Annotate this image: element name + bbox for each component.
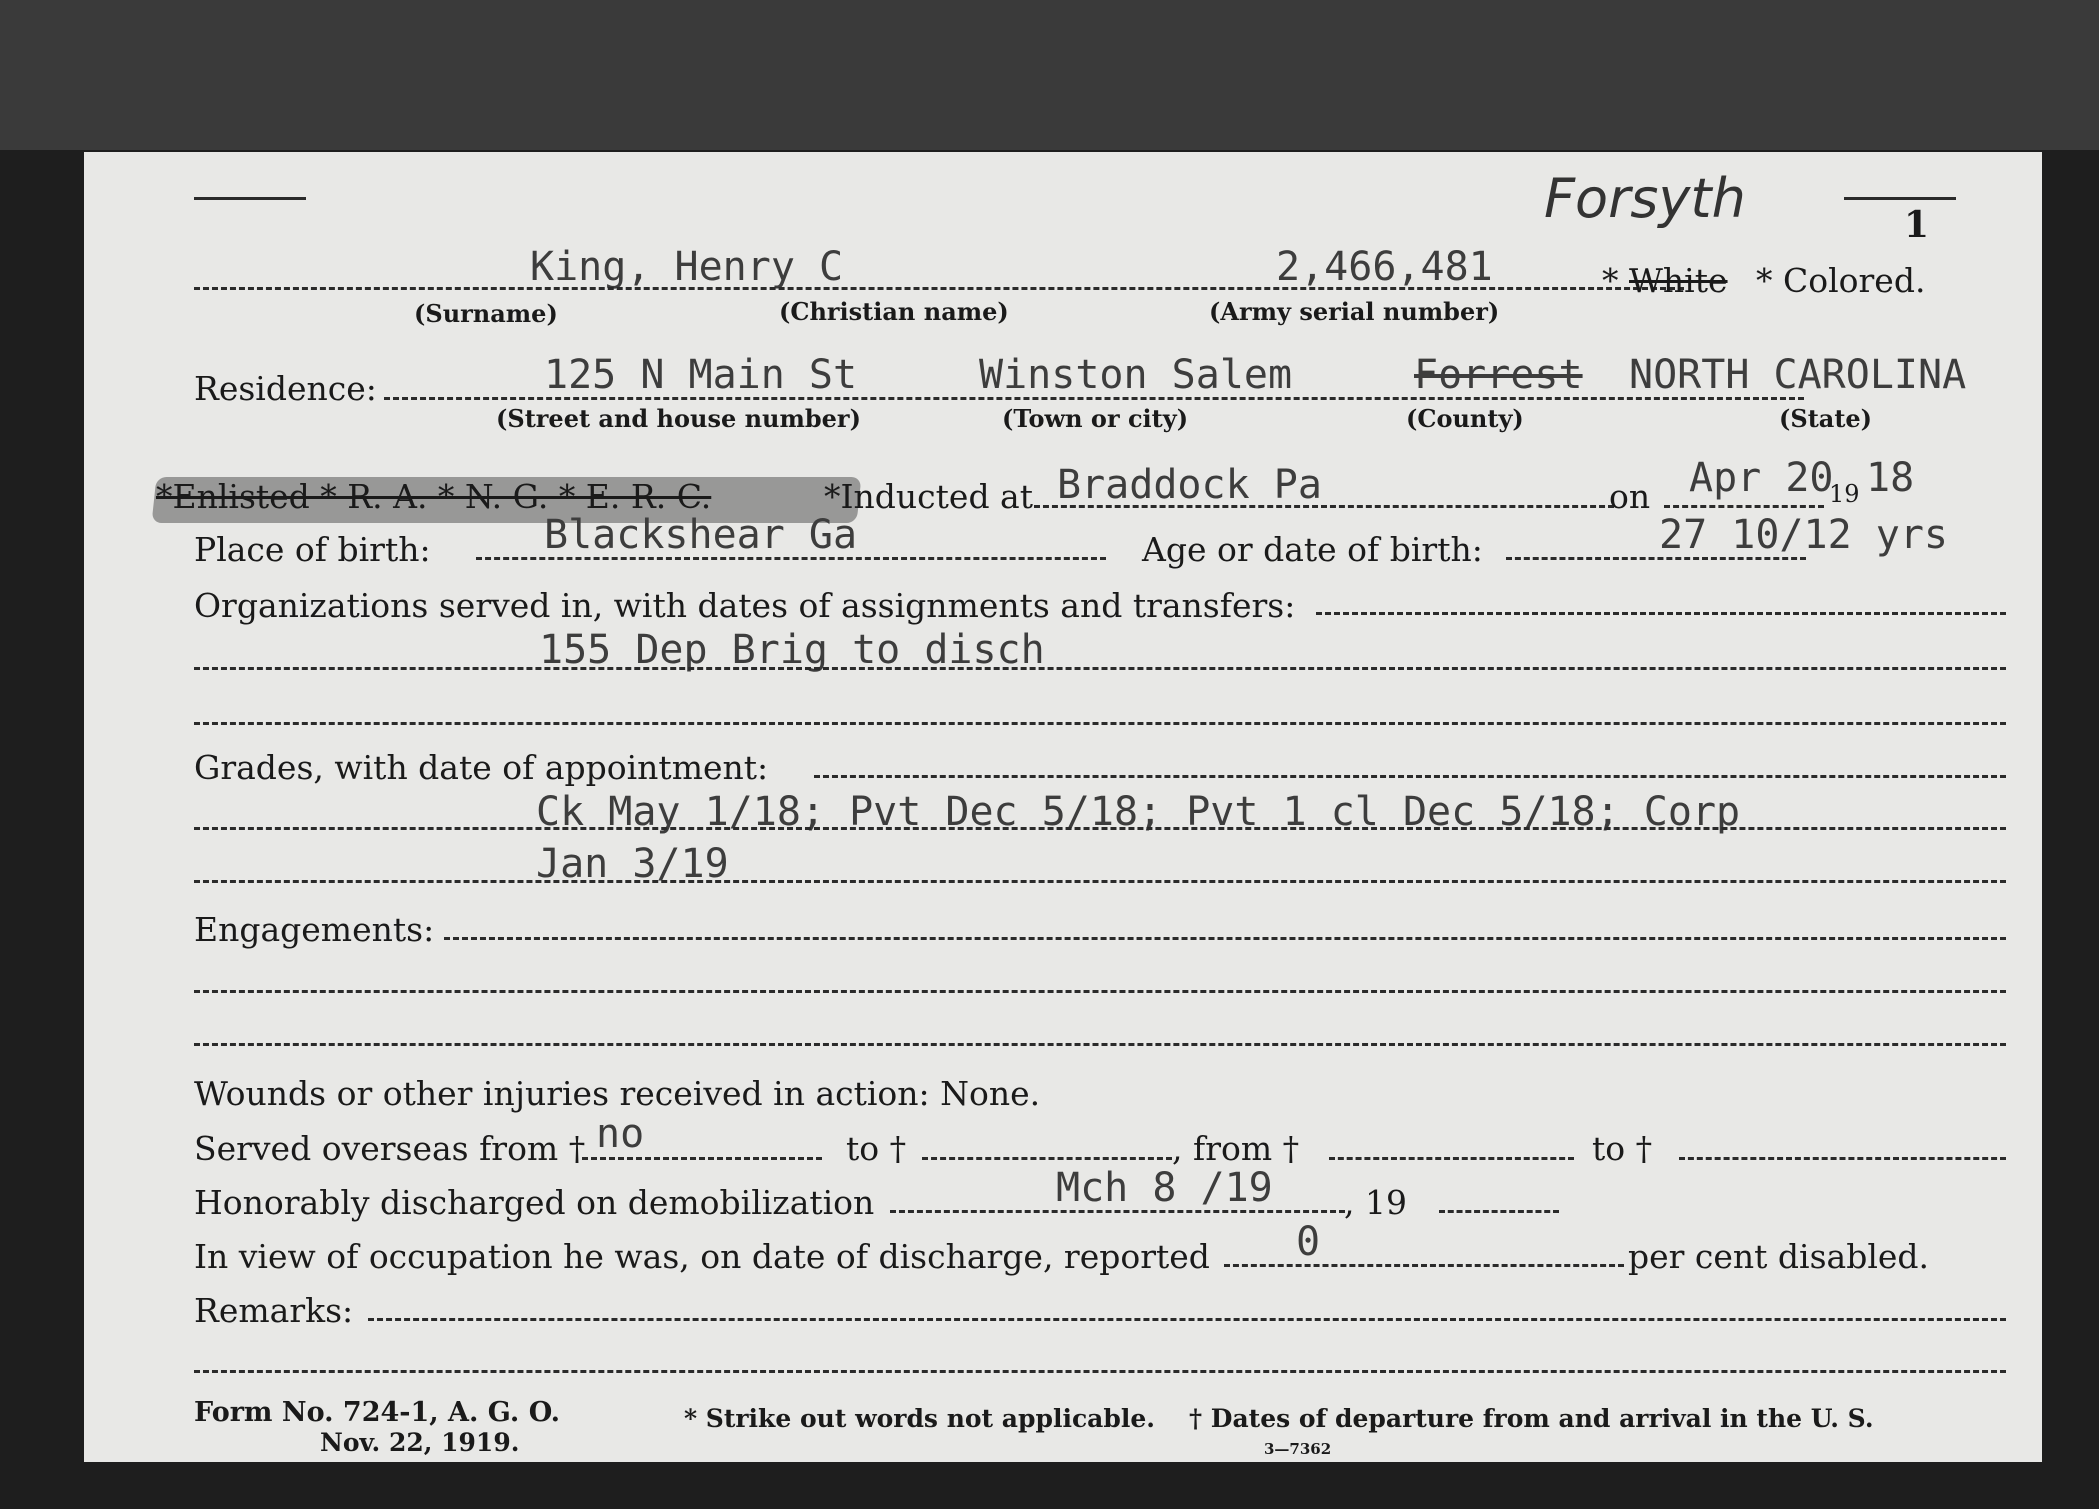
organizations-line-2 <box>194 667 2006 670</box>
discharge-date-value: Mch 8 /19 <box>1056 1165 1273 1211</box>
grades-value-line-2: Jan 3/19 <box>536 841 729 887</box>
disability-line <box>1224 1264 1624 1267</box>
overseas-to-label-2: to † <box>1592 1129 1653 1168</box>
grades-line-2 <box>194 827 2006 830</box>
engagements-line-3 <box>194 1043 2006 1046</box>
surname-caption: (Surname) <box>414 299 558 328</box>
inducted-at-label: *Inducted at <box>824 477 1033 516</box>
engagements-label: Engagements: <box>194 910 435 949</box>
disability-value: 0 <box>1296 1219 1321 1265</box>
surname-christian-value: King, Henry C <box>530 244 844 290</box>
organizations-value: 155 Dep Brig to disch <box>539 627 1045 673</box>
grades-value-line-1: Ck May 1/18; Pvt Dec 5/18; Pvt 1 cl Dec 5/18; Corp <box>536 789 1741 835</box>
overseas-label: Served overseas from † <box>194 1129 586 1168</box>
disability-suffix: per cent disabled. <box>1628 1237 1930 1276</box>
remarks-label: Remarks: <box>194 1291 354 1330</box>
engagements-line-1 <box>444 937 2006 940</box>
overseas-to-line <box>922 1157 1172 1160</box>
name-line <box>194 287 1684 290</box>
overseas-from-label: , from † <box>1172 1129 1300 1168</box>
organizations-line-1 <box>1316 612 2006 615</box>
street-caption: (Street and house number) <box>496 404 861 433</box>
wounds-text: Wounds or other injuries received in action: None. <box>194 1074 1041 1113</box>
colored-option: * Colored. <box>1756 261 1926 300</box>
discharge-label: Honorably discharged on demobilization <box>194 1183 875 1222</box>
overseas-value: no <box>596 1111 645 1157</box>
state-value: NORTH CAROLINA <box>1629 352 1967 398</box>
top-right-rule <box>1844 197 1956 200</box>
discharge-year-line <box>1439 1210 1559 1213</box>
induction-date-line <box>1664 505 1824 508</box>
card-number: 1 <box>1904 204 1930 246</box>
organizations-label: Organizations served in, with dates of assignments and transfers: <box>194 586 1296 625</box>
dagger-note: † Dates of departure from and arrival in the U. S. <box>1189 1404 1874 1433</box>
overseas-from-line-2 <box>1329 1157 1574 1160</box>
street-value: 125 N Main St <box>544 352 858 398</box>
place-of-birth-label: Place of birth: <box>194 530 431 569</box>
christian-name-caption: (Christian name) <box>779 297 1009 326</box>
place-of-birth-value: Blackshear Ga <box>544 512 858 558</box>
overseas-from-line <box>582 1157 822 1160</box>
state-caption: (State) <box>1779 404 1873 433</box>
induction-year-value: 18 <box>1866 455 1915 501</box>
organizations-line-3 <box>194 722 2006 725</box>
enlisted-struck-options: *Enlisted * R. A. * N. G. * E. R. C. <box>156 477 712 516</box>
age-line <box>1506 557 1806 560</box>
disability-label: In view of occupation he was, on date of discharge, reported <box>194 1237 1210 1276</box>
overseas-to-line-2 <box>1679 1157 2006 1160</box>
place-of-birth-line <box>476 557 1106 560</box>
inducted-line <box>1034 505 1614 508</box>
year-prefix: 19 <box>1829 480 1860 508</box>
induction-date-value: Apr 20 <box>1689 455 1834 501</box>
discharge-year-label: , 19 <box>1344 1183 1407 1222</box>
county-handwritten: Forsyth <box>1544 167 1746 230</box>
county-struck-value: Forrest <box>1414 352 1583 398</box>
serial-caption: (Army serial number) <box>1209 297 1500 326</box>
service-record-card <box>84 152 2042 1462</box>
age-label: Age or date of birth: <box>1142 530 1483 569</box>
strike-note: * Strike out words not applicable. <box>684 1404 1155 1433</box>
grades-line-3 <box>194 880 2006 883</box>
white-option: * White <box>1602 261 1728 300</box>
town-caption: (Town or city) <box>1002 404 1189 433</box>
town-value: Winston Salem <box>979 352 1293 398</box>
serial-number-value: 2,466,481 <box>1276 244 1493 290</box>
overseas-to-label: to † <box>846 1129 907 1168</box>
remarks-line-2 <box>194 1370 2006 1373</box>
print-code: 3—7362 <box>1264 1440 1332 1458</box>
engagements-line-2 <box>194 990 2006 993</box>
county-caption: (County) <box>1406 404 1524 433</box>
age-value: 27 10/12 yrs <box>1659 512 1948 558</box>
discharge-line <box>890 1210 1345 1213</box>
grades-line-1 <box>814 775 2006 778</box>
top-left-rule <box>194 197 306 200</box>
grades-label: Grades, with date of appointment: <box>194 748 769 787</box>
remarks-line-1 <box>368 1318 2006 1321</box>
form-date: Nov. 22, 1919. <box>320 1428 520 1457</box>
on-label: on <box>1609 477 1651 516</box>
residence-label: Residence: <box>194 369 377 408</box>
form-number: Form No. 724-1, A. G. O. <box>194 1397 561 1428</box>
inducted-place-value: Braddock Pa <box>1057 462 1322 508</box>
scan-background-top <box>0 0 2099 150</box>
